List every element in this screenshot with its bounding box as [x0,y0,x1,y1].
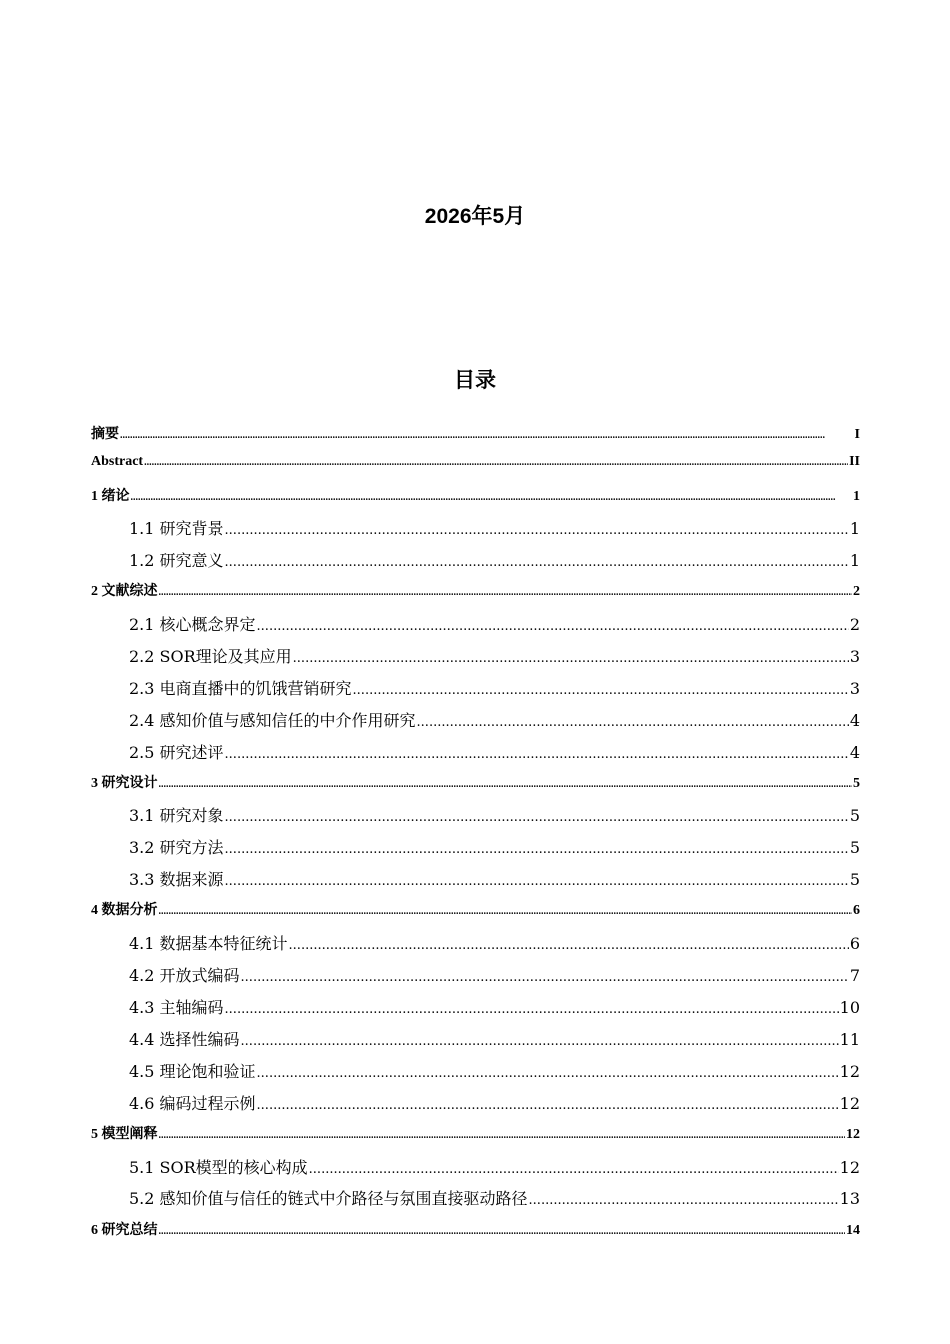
toc-dot-leader [159,587,853,598]
toc-entry[interactable] [91,423,860,443]
toc-dot-leader [159,1130,846,1141]
toc-entry-page-number: 5 [849,870,860,889]
toc-entry-title: 6 研究总结 [91,1223,158,1238]
toc-dot-leader [225,523,849,538]
toc-entry-title: 2.5 研究述评 [129,743,224,762]
toc-entry[interactable] [91,454,860,470]
toc-dot-leader [257,1098,839,1113]
toc-entry[interactable] [129,835,860,858]
toc-entry-page-number: 1 [849,551,860,570]
toc-dot-leader [225,1002,839,1017]
toc-entry[interactable] [129,644,860,667]
toc-entry-page-number: 12 [839,1062,860,1081]
toc-entry-title: Abstract [91,454,144,469]
toc-entry-page-number: 1 [849,519,860,538]
date-line: 2026年5月 [424,205,526,228]
toc-entry-page-number: II [849,454,860,469]
toc-entry-title: 4.3 主轴编码 [129,998,224,1017]
toc-entry-title: 1.2 研究意义 [129,551,224,570]
toc-entry-title: 5.2 感知价值与信任的链式中介路径与氛围直接驱动路径 [129,1189,528,1208]
toc-entry[interactable] [129,1186,860,1209]
toc-entry[interactable] [91,485,860,505]
toc-entry-page-number: 4 [849,743,860,762]
toc-entry-title: 3.3 数据来源 [129,870,224,889]
toc-entry-title: 4.4 选择性编码 [129,1030,240,1049]
toc-dot-leader [257,1066,839,1081]
toc-dot-leader [159,906,853,917]
toc-entry[interactable] [91,1219,860,1239]
toc-entry-title: 1 绪论 [91,489,130,504]
toc-dot-leader [241,1034,839,1049]
toc-dot-leader [289,938,849,953]
toc-dot-leader [144,457,848,468]
toc-dot-leader [225,874,849,889]
toc-entry-page-number: 14 [846,1223,860,1238]
toc-dot-leader [159,779,853,790]
toc-entry[interactable] [91,772,860,792]
toc-dot-leader [353,683,849,698]
toc-entry-page-number: 7 [849,966,860,985]
toc-entry[interactable] [91,1123,860,1143]
toc-entry-title: 2.4 感知价值与感知信任的中介作用研究 [129,711,416,730]
toc-entry-page-number: 5 [849,838,860,857]
toc-entry[interactable] [129,867,860,890]
toc-entry-page-number: 10 [839,998,860,1017]
toc-dot-leader [225,555,849,570]
toc-entry-page-number: 6 [849,934,860,953]
toc-entry[interactable] [129,708,860,731]
toc-entry[interactable] [129,676,860,699]
toc-dot-leader [131,492,853,503]
toc-entry[interactable] [129,803,860,826]
toc-entry[interactable] [129,548,860,571]
toc-entry[interactable] [129,1027,860,1050]
toc-entry-title: 4.1 数据基本特征统计 [129,934,288,953]
toc-entry[interactable] [129,963,860,986]
toc-entry-page-number: 12 [839,1158,860,1177]
toc-entry-title: 3.1 研究对象 [129,806,224,825]
toc-entry-title: 2.3 电商直播中的饥饿营销研究 [129,679,352,698]
toc-entry-title: 4 数据分析 [91,903,158,918]
toc-entry[interactable] [129,516,860,539]
toc-entry-page-number: 12 [839,1094,860,1113]
toc-entry-title: 摘要 [91,427,119,442]
toc-entry-title: 4.2 开放式编码 [129,966,240,985]
toc-dot-leader [225,810,849,825]
toc-dot-leader [120,430,854,441]
toc-entry[interactable] [129,740,860,763]
toc-entry[interactable] [129,1059,860,1082]
toc-entry-title: 5.1 SOR模型的核心构成 [129,1158,308,1177]
toc-dot-leader [529,1193,839,1208]
toc-entry-title: 2.1 核心概念界定 [129,615,256,634]
toc-entry-page-number: 13 [839,1189,860,1208]
toc-dot-leader [241,970,849,985]
toc-title: 目录 [454,369,496,392]
toc-entry-title: 2 文献综述 [91,584,158,599]
toc-dot-leader [257,619,849,634]
toc-dot-leader [225,747,849,762]
toc-entry-page-number: 11 [839,1030,860,1049]
toc-entry-page-number: 5 [849,806,860,825]
toc-entry[interactable] [129,931,860,954]
toc-entry[interactable] [129,1155,860,1178]
toc-entry-page-number: 2 [853,584,860,599]
toc-entry-title: 1.1 研究背景 [129,519,224,538]
toc-entry-title: 3.2 研究方法 [129,838,224,857]
toc-entry-page-number: 6 [853,903,860,918]
toc-entry-page-number: 4 [849,711,860,730]
toc-entry[interactable] [129,1091,860,1114]
toc-entry[interactable] [129,612,860,635]
toc-entry-page-number: 2 [849,615,860,634]
toc-entry[interactable] [91,899,860,919]
toc-entry-page-number: 3 [849,647,860,666]
toc-entry-title: 4.5 理论饱和验证 [129,1062,256,1081]
toc-entry-page-number: 3 [849,679,860,698]
toc-entry-page-number: 1 [853,489,860,504]
toc-entry-page-number: I [854,427,860,442]
toc-entry-title: 2.2 SOR理论及其应用 [129,647,292,666]
toc-dot-leader [225,842,849,857]
toc-entry-title: 4.6 编码过程示例 [129,1094,256,1113]
toc-entry[interactable] [129,995,860,1018]
toc-entry-page-number: 5 [853,776,860,791]
toc-entry-page-number: 12 [846,1127,860,1142]
toc-dot-leader [293,651,849,666]
toc-dot-leader [309,1162,839,1177]
toc-entry[interactable] [91,580,860,600]
toc-dot-leader [417,715,849,730]
toc-dot-leader [159,1226,846,1237]
toc-entry-title: 5 模型阐释 [91,1127,158,1142]
toc-entry-title: 3 研究设计 [91,776,158,791]
